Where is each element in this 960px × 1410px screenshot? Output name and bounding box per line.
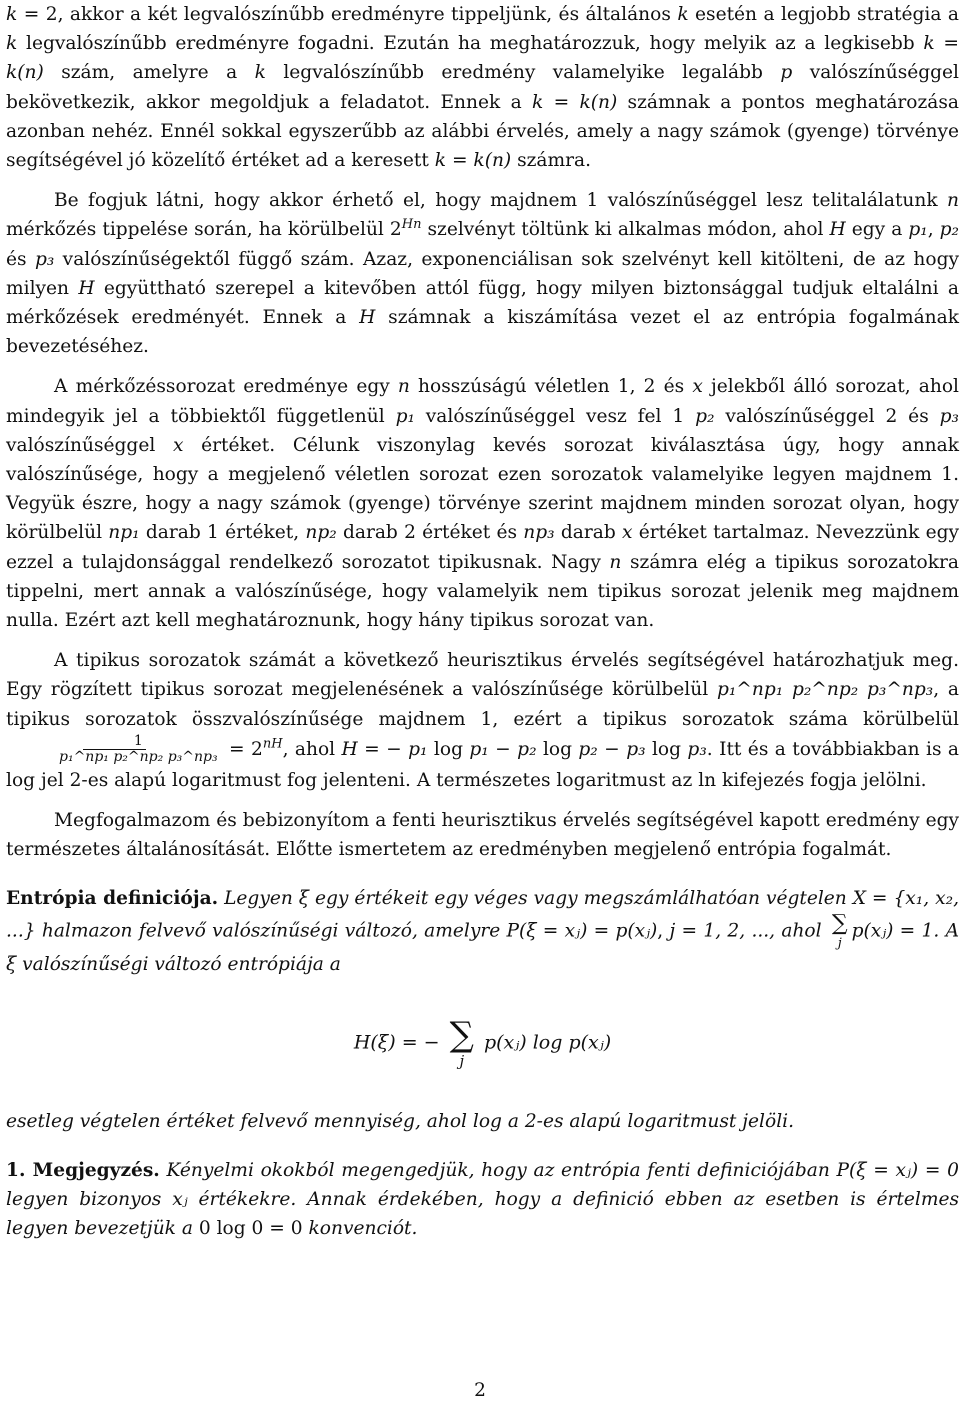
formula-right: p(xⱼ) log p(xⱼ)	[483, 1031, 612, 1054]
math-convention: 0 log 0 = 0	[198, 1218, 303, 1240]
text: számnak a kiszámítása vezet el az entrópia fogalmának bevezetéséhez.	[6, 307, 959, 358]
text: −	[488, 738, 518, 760]
fraction-numerator: 1	[83, 734, 146, 750]
math-np1: np₁	[108, 522, 140, 544]
math-fraction	[8, 734, 221, 766]
text: , a tipikus sorozatok összvalószínűsége majdnem 1, ezért a tipikus sorozatok száma körülbelül	[6, 679, 959, 730]
math-exponent: nH	[262, 736, 283, 752]
math-k: k	[6, 33, 18, 55]
math-H: H	[78, 277, 95, 299]
text: A ξ valószínűségi változó entrópiája a	[6, 920, 959, 976]
math-p3: p₃	[34, 248, 55, 270]
remark-1	[6, 1156, 959, 1244]
paragraph-4	[6, 646, 959, 795]
document-page	[6, 0, 959, 1243]
math-p3: p₃	[687, 738, 707, 760]
text: valószínűséggel bekövetkezik, akkor megoldjuk a feladatot. Ennek a	[6, 62, 959, 113]
sum-symbol	[449, 1014, 474, 1070]
text: valószínűségektől függő szám. Azaz, exponenciálisan sok szelvényt kell kitölteni, de az hogy milyen	[6, 248, 959, 299]
math-x: x	[692, 376, 703, 398]
text: értéket. Célunk viszonylag kevés sorozat kiválasztása úgy, hogy annak valószínűsége, hogy a megjelenő véletlen sorozat ezen sorozatok valamelyike legyen majdnem 1. Vegyük észre, hogy a nagy számok (gyenge) törvénye szerint majdnem minden sorozat olyan, hogy körülbelül	[6, 434, 959, 544]
sum-index: j	[837, 936, 842, 952]
text: hosszúságú véletlen 1, 2 és	[409, 376, 693, 398]
math-p2: p₂	[939, 219, 960, 241]
text: −	[597, 738, 627, 760]
math-condition: P(ξ = xⱼ) = 0	[836, 1159, 959, 1181]
math-p1: p₁	[395, 405, 415, 427]
paragraph-3	[6, 372, 959, 635]
paragraph-5	[6, 806, 959, 864]
entropy-definition	[6, 884, 959, 979]
paragraph-1	[6, 0, 959, 175]
definition-continuation	[6, 1107, 959, 1136]
text: valószínűséggel vesz fel 1	[414, 405, 696, 427]
math-p2: p₂	[517, 738, 537, 760]
text: ,	[927, 219, 940, 241]
math-n: n	[609, 551, 622, 573]
sum-symbol	[832, 913, 848, 950]
math-p3: p₃	[939, 405, 959, 427]
math-np3: np₃	[523, 522, 555, 544]
text: . Itt és a továbbiakban is a log jel 2-es alapú logaritmust fog jelenteni. A természetes logaritmust az ln kifejezés fogja jelölni.	[6, 738, 959, 791]
text: halmazon felvevő valószínűségi változó, amelyre	[35, 920, 507, 942]
math-k: k	[677, 4, 689, 25]
fraction-denominator: p₁^np₁ p₂^np₂ p₃^np₃	[59, 749, 218, 766]
text: , ahol	[769, 920, 828, 942]
math-kn: k = k(n)	[6, 33, 959, 84]
math-x: x	[172, 434, 184, 456]
text: valószínűséggel 2 és	[714, 405, 940, 427]
math-product: p₁^np₁ p₂^np₂ p₃^np₃	[716, 679, 934, 701]
math-H: H	[359, 307, 376, 329]
math-H: H	[341, 738, 358, 760]
math-p: p	[780, 62, 793, 84]
sigma-glyph: ∑	[449, 1014, 474, 1055]
math-exponent: Hn	[401, 217, 422, 233]
text: log	[427, 738, 470, 760]
text: legvalószínűbb eredményre fogadni. Ezután ha meghatározzuk, hogy melyik az a legkisebb	[17, 33, 924, 55]
text: értéket tartalmaz. Nevezzünk egy ezzel a tulajdonsággal rendelkező sorozatot tipikusnak. Nagy	[6, 522, 959, 573]
math-n: n	[947, 190, 959, 212]
text: A tipikus sorozatok számát a következő heurisztikus érvelés segítségével határozhatjuk meg. Egy rögzített tipikus sorozat megjelenésének a valószínűsége körülbelül	[6, 650, 959, 701]
text: = 2, akkor a két legvalószínűbb eredményre tippeljünk, és általános	[23, 4, 678, 25]
math-set: X = {x₁, x₂, ...}	[6, 888, 959, 942]
math-kn: k = k(n)	[531, 91, 618, 113]
text: legyen bizonyos	[6, 1189, 173, 1211]
text: = −	[357, 738, 409, 760]
text: Kényelmi okokból megengedjük, hogy az entrópia fenti definiciójában	[159, 1159, 837, 1181]
text: Legyen ξ egy értékeit egy véges vagy megszámlálhatóan végtelen	[224, 888, 853, 910]
math-kn: k = k(n)	[434, 150, 512, 172]
text: konvenciót.	[302, 1218, 418, 1240]
text: jelekből álló sorozat, ahol mindegyik jel a többiektől függetlenül	[6, 376, 959, 427]
text: darab	[554, 522, 623, 544]
entropy-formula	[6, 1014, 959, 1070]
text: log	[645, 738, 688, 760]
text: számra elég a tipikus sorozatokra tippelni, mert annak a valószínűsége, hogy valamelyik nem tipikus sorozat jelenik meg majdnem nulla. Ezért azt kell meghatároznunk, hogy hány tipikus sorozat van.	[6, 551, 959, 632]
text: = 2	[222, 738, 263, 760]
text: darab 2 értéket és	[336, 522, 524, 544]
text: értékekre. Annak érdekében, hogy a definició ebben az esetben is értelmes legyen bevezetjük a	[6, 1189, 959, 1240]
math-H: H	[829, 219, 846, 241]
text: Be fogjuk látni, hogy akkor érhető el, hogy majdnem 1 valószínűséggel lesz telitalálatunk	[54, 190, 948, 212]
math-np2: np₂	[305, 522, 337, 544]
remark-heading: 1. Megjegyzés.	[6, 1159, 160, 1181]
formula-left: H(ξ) = −	[353, 1031, 440, 1054]
text: Megfogalmazom és bebizonyítom a fenti heurisztikus érvelés segítségével kapott eredmény egy természetes általánosítását. Előtte ismertetem az eredményben megjelenő entrópia fogalmát.	[6, 809, 959, 861]
math-condition: P(ξ = xⱼ) = p(xⱼ)	[506, 920, 658, 942]
text: szelvényt töltünk ki alkalmas módon, ahol	[421, 219, 830, 241]
math-xj: xⱼ	[172, 1189, 188, 1211]
math-k: k	[254, 62, 266, 84]
math-range: j = 1, 2, ...	[669, 920, 770, 942]
text: , ahol	[282, 738, 342, 760]
text: egy a	[845, 219, 909, 241]
sum-index: j	[459, 1051, 465, 1070]
sigma-glyph: ∑	[831, 911, 848, 937]
text: A mérkőzéssorozat eredménye egy	[54, 376, 398, 398]
text: esetén a legjobb stratégia a	[688, 4, 959, 25]
math-sum-expression: p(xⱼ) = 1.	[851, 920, 940, 942]
text: esetleg végtelen értéket felvevő mennyiség, ahol log a 2-es alapú logaritmust jelöli.	[6, 1110, 795, 1132]
math-p1: p₁	[908, 219, 928, 241]
math-p1: p₁	[469, 738, 489, 760]
page-number: 2	[474, 1380, 486, 1401]
math-p1: p₁	[408, 738, 428, 760]
math-x: x	[622, 522, 633, 544]
text: log	[536, 738, 579, 760]
math-k: k	[6, 4, 18, 25]
text: és	[6, 248, 35, 270]
math-n: n	[397, 376, 410, 398]
text: valószínűséggel	[6, 434, 173, 456]
text: számra.	[511, 150, 592, 172]
text: legvalószínűbb eredmény valamelyike legalább	[265, 62, 781, 84]
text: mérkőzés tippelése során, ha körülbelül 2	[6, 219, 402, 241]
math-p3: p₃	[626, 738, 646, 760]
text: szám, amelyre a	[43, 62, 255, 84]
text: együttható szerepel a kitevőben attól függ, hogy milyen biztonsággal tudjuk eltalálni a mérkőzések eredményét. Ennek a	[6, 277, 959, 329]
definition-heading: Entrópia definiciója.	[6, 888, 219, 910]
text: darab 1 értéket,	[139, 522, 306, 544]
math-p2: p₂	[578, 738, 598, 760]
text: számnak a pontos meghatározása azonban nehéz. Ennél sokkal egyszerűbb az alábbi érvelés, amely a nagy számok (gyenge) törvénye segítségével jó közelítő értéket ad a keresett	[6, 91, 960, 172]
paragraph-2	[6, 186, 959, 361]
text: ,	[657, 920, 670, 942]
math-p2: p₂	[695, 405, 715, 427]
